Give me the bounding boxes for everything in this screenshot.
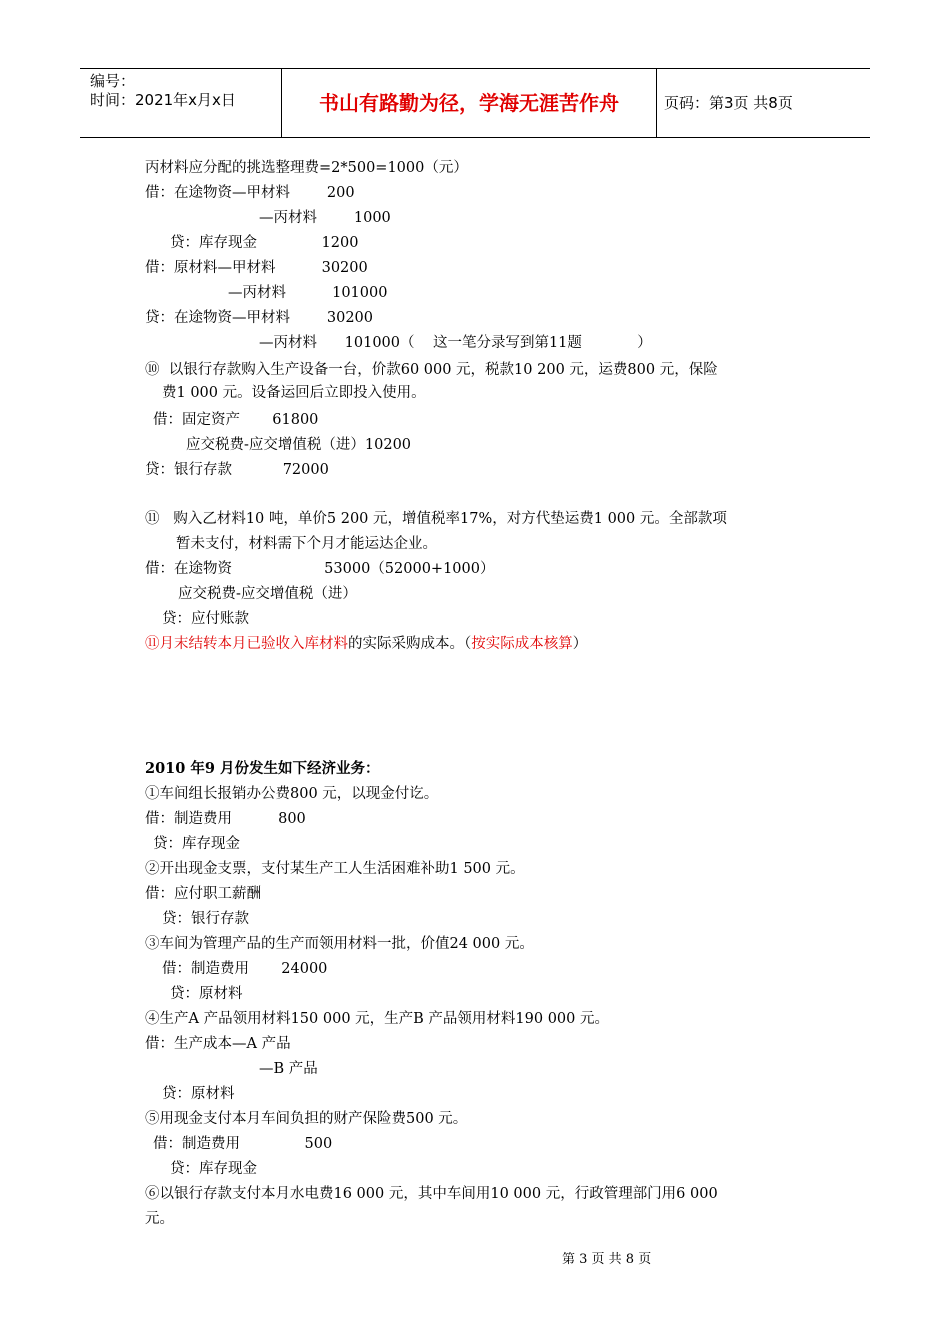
page-header xyxy=(80,68,870,138)
text-line: ①车间组长报销办公费800 元，以现金付讫。 xyxy=(145,786,439,802)
text-line: 贷：银行存款 72000 xyxy=(145,462,329,478)
text-line: 借：制造费用 24000 xyxy=(162,961,328,977)
text-line: ④生产A 产品领用材料150 000 元，生产B 产品领用材料190 000 元。 xyxy=(145,1011,609,1027)
text-line: 借：在途物资 53000（52000+1000） xyxy=(145,561,495,577)
text-line: 贷：库存现金 xyxy=(170,1161,257,1177)
text-line: 贷：库存现金 1200 xyxy=(170,235,359,251)
text-line: ⑤用现金支付本月车间负担的财产保险费500 元。 xyxy=(145,1111,468,1127)
text-line-mixed xyxy=(145,634,587,654)
text-line: 应交税费-应交增值税（进） xyxy=(178,586,357,602)
header-motto: 书山有路勤为径，学海无涯苦作舟 xyxy=(282,69,657,137)
page-footer: 第 3 页 共 8 页 xyxy=(562,1252,652,1267)
text-line: 贷：银行存款 xyxy=(162,911,249,927)
header-left-cell xyxy=(80,69,282,137)
header-page-label: 页码：第3页 共8页 xyxy=(664,94,793,112)
text-line: 贷：应付账款 xyxy=(162,611,249,627)
text-line: 暂未支付，材料需下个月才能运达企业。 xyxy=(176,536,437,552)
text-line: ⑩ 以银行存款购入生产设备一台，价款60 000 元，税款10 200 元，运费800 元，保险 xyxy=(145,362,718,378)
text-line: 借：生产成本—A 产品 xyxy=(145,1036,291,1052)
text-line: 贷：原材料 xyxy=(170,986,243,1002)
text-line: 贷：库存现金 xyxy=(153,836,240,852)
text-line: 贷：在途物资—甲材料 30200 xyxy=(145,310,373,326)
text-line: —B 产品 xyxy=(259,1061,318,1077)
text-line: 借：制造费用 500 xyxy=(153,1136,333,1152)
text-line: ⑥以银行存款支付本月水电费16 000 元，其中车间用10 000 元，行政管理部门用6 000 xyxy=(145,1186,718,1202)
text-segment: ⑪月末结转本月已验收入库材料 xyxy=(145,636,348,652)
text-line: 2010 年9 月份发生如下经济业务： xyxy=(145,760,380,777)
text-line: 借：固定资产 61800 xyxy=(153,412,319,428)
text-line: 丙材料应分配的挑选整理费=2*500=1000（元） xyxy=(145,160,468,176)
text-line: 应交税费-应交增值税（进）10200 xyxy=(186,437,412,453)
text-line: —丙材料 101000 xyxy=(228,285,388,301)
text-line: —丙材料 101000（ 这一笔分录写到第11题 ） xyxy=(259,335,652,351)
time-label: 时间：2021年x月x日 xyxy=(90,91,236,109)
text-line: —丙材料 1000 xyxy=(259,210,391,226)
text-line: 借：制造费用 800 xyxy=(145,811,306,827)
text-line: ③车间为管理产品的生产而领用材料一批，价值24 000 元。 xyxy=(145,936,534,952)
text-line: ②开出现金支票，支付某生产工人生活困难补助1 500 元。 xyxy=(145,861,525,877)
text-line: 借：应付职工薪酬 xyxy=(145,886,261,902)
text-line: 贷：原材料 xyxy=(162,1086,235,1102)
text-segment: ） xyxy=(572,636,588,652)
text-line: 费1 000 元。设备运回后立即投入使用。 xyxy=(162,385,426,401)
serial-label: 编号： xyxy=(90,72,136,90)
text-line: 借：在途物资—甲材料 200 xyxy=(145,185,355,201)
text-line: 元。 xyxy=(145,1211,174,1227)
text-segment: 的实际采购成本。（ xyxy=(348,636,472,652)
text-segment: 按实际成本核算 xyxy=(471,636,573,652)
text-line: 借：原材料—甲材料 30200 xyxy=(145,260,368,276)
text-line: ⑪ 购入乙材料10 吨，单价5 200 元，增值税率17%，对方代垫运费1 000 元。全部款项 xyxy=(145,511,727,527)
